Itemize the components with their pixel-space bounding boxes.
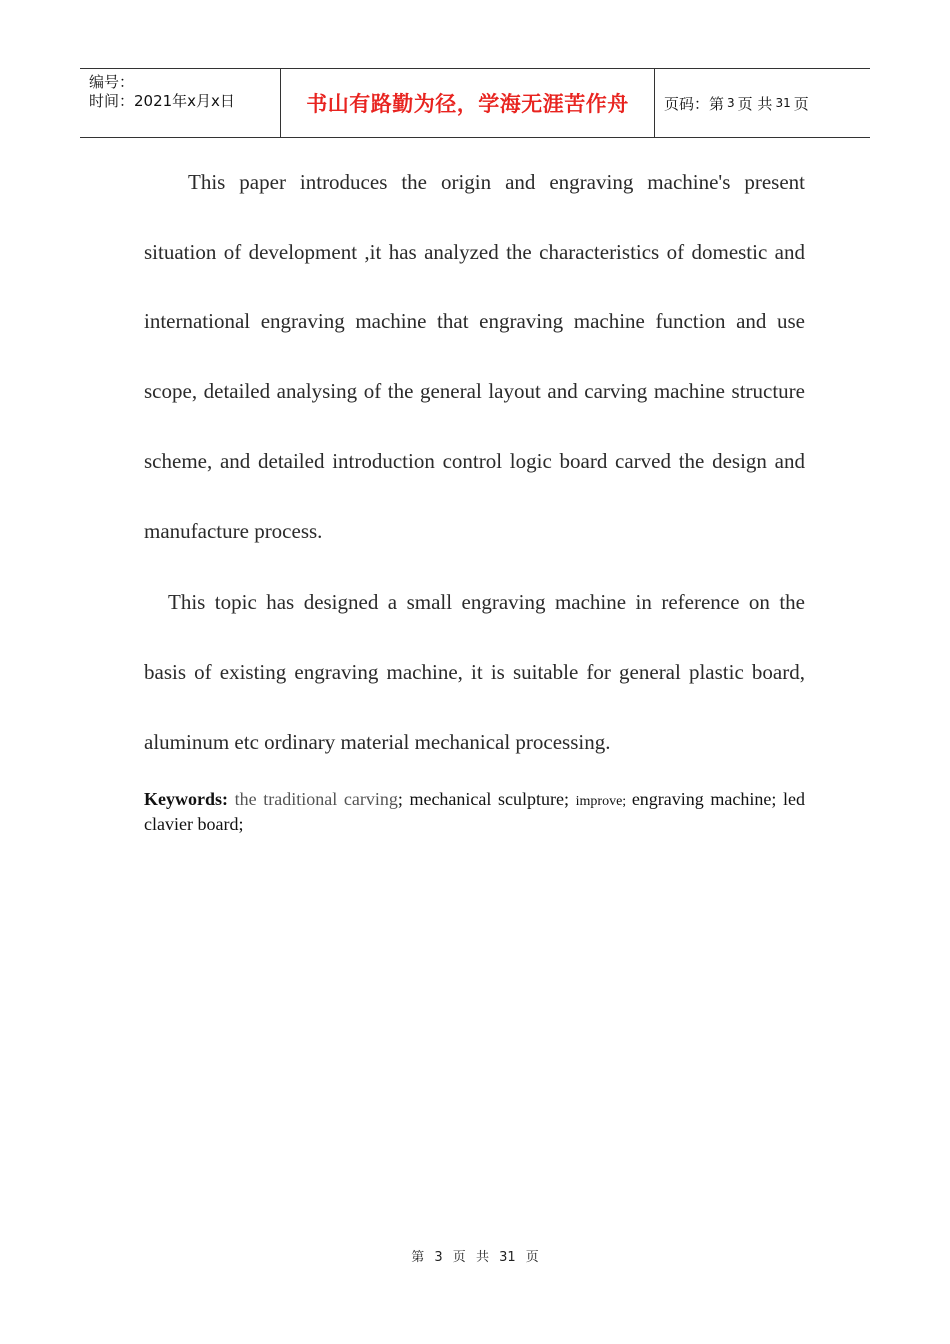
page-footer [0, 1246, 950, 1265]
keyword-mechanical-sculpture: ; mechanical sculpture; [397, 789, 576, 809]
page-total: 31 [775, 96, 791, 110]
page-mid: 页 共 [737, 94, 773, 113]
abstract-paragraph-1: This paper introduces the origin and engraving machine's present situation of development ,it has analyzed the characteristics of domestic and international engraving machine that engraving machine function and use scope, detailed analysing of the general layout and carving machine structure scheme, and detailed introduction control logic board carved the design and manufacture process. [144, 170, 805, 543]
footer-ye: 页 [452, 1250, 466, 1265]
abstract-body [144, 148, 805, 777]
abstract-paragraph-2: This topic has designed a small engraving machine in reference on the basis of existing engraving machine, it is suitable for general plastic board, aluminum etc ordinary material mechanical processing. [144, 590, 805, 754]
keywords-label: Keywords: [144, 789, 228, 809]
keyword-engraving-machine: engraving machine; led clavier board; [144, 789, 805, 834]
page-header [80, 68, 870, 138]
header-motto: 书山有路勤为径，学海无涯苦作舟 [281, 69, 655, 137]
footer-page: 3 [434, 1250, 443, 1265]
footer-gong: 共 [475, 1250, 489, 1265]
header-meta [80, 69, 281, 137]
keyword-improve: improve; [575, 794, 632, 809]
document-time: 时间：2021年x月x日 [89, 92, 235, 110]
page-current: 3 [727, 96, 735, 110]
keywords-line [144, 788, 805, 835]
keyword-traditional-carving: the traditional carving [228, 789, 398, 809]
footer-ye2: 页 [525, 1250, 539, 1265]
footer-total: 31 [499, 1250, 516, 1265]
page-suffix: 页 [793, 94, 809, 113]
header-page-indicator [655, 69, 870, 137]
page-prefix: 页码：第 [664, 94, 725, 113]
document-number-label: 编号： [89, 73, 135, 91]
footer-di: 第 [411, 1250, 425, 1265]
